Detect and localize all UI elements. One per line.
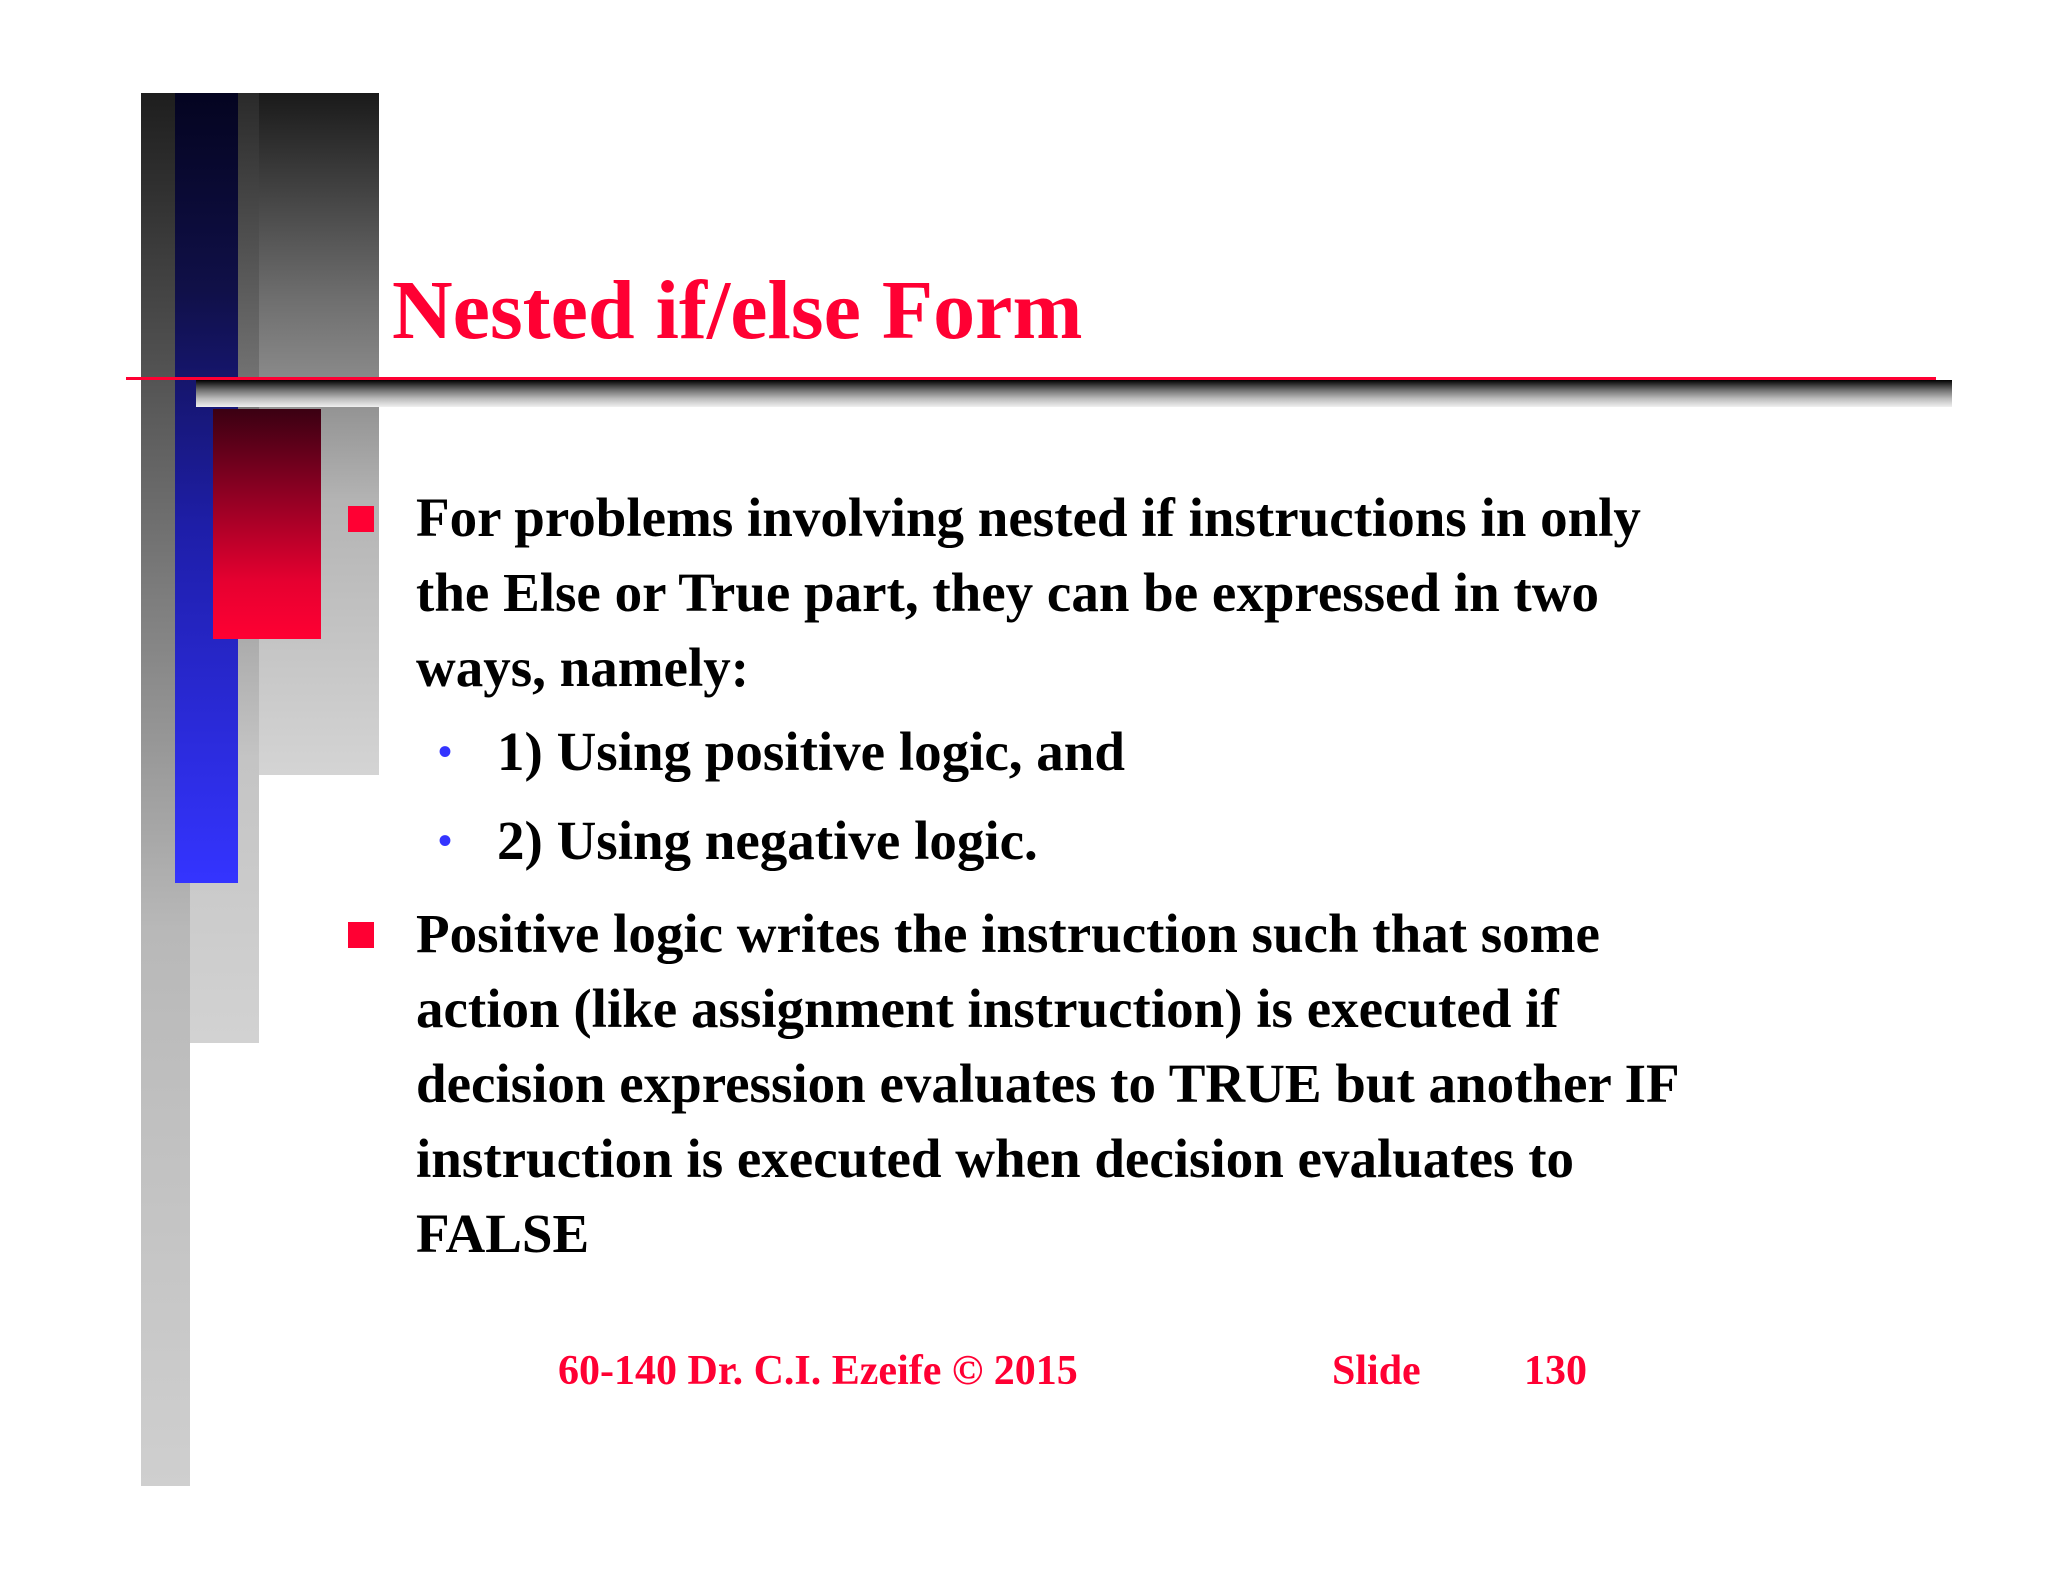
bullet-line: ways, namely: bbox=[416, 637, 750, 698]
footer-slide-number: 130 bbox=[1524, 1348, 1587, 1394]
bullet-line: FALSE bbox=[416, 1203, 590, 1264]
dot-bullet-icon: • bbox=[438, 729, 453, 774]
footer-course-credit: 60-140 Dr. C.I. Ezeife © 2015 bbox=[558, 1348, 1078, 1394]
square-bullet-icon bbox=[348, 922, 374, 948]
square-bullet-icon bbox=[348, 506, 374, 532]
bullet-line: For problems involving nested if instructions in only bbox=[416, 487, 1641, 548]
title-underline-red bbox=[126, 377, 1936, 380]
slide-title: Nested if/else Form bbox=[392, 264, 1083, 357]
sub-bullet-text: 1) Using positive logic, and bbox=[497, 721, 1125, 782]
sub-bullet-text: 2) Using negative logic. bbox=[497, 810, 1038, 871]
footer-slide-label: Slide bbox=[1332, 1348, 1421, 1394]
bullet-line: Positive logic writes the instruction such that some bbox=[416, 903, 1600, 964]
decorative-red-block bbox=[213, 409, 321, 639]
bullet-line: decision expression evaluates to TRUE but another IF bbox=[416, 1053, 1680, 1114]
bullet-line: action (like assignment instruction) is executed if bbox=[416, 978, 1559, 1039]
bullet-line: instruction is executed when decision evaluates to bbox=[416, 1128, 1575, 1189]
dot-bullet-icon: • bbox=[438, 818, 453, 863]
title-underline-shadow bbox=[196, 380, 1952, 407]
bullet-line: the Else or True part, they can be expressed in two bbox=[416, 562, 1599, 623]
